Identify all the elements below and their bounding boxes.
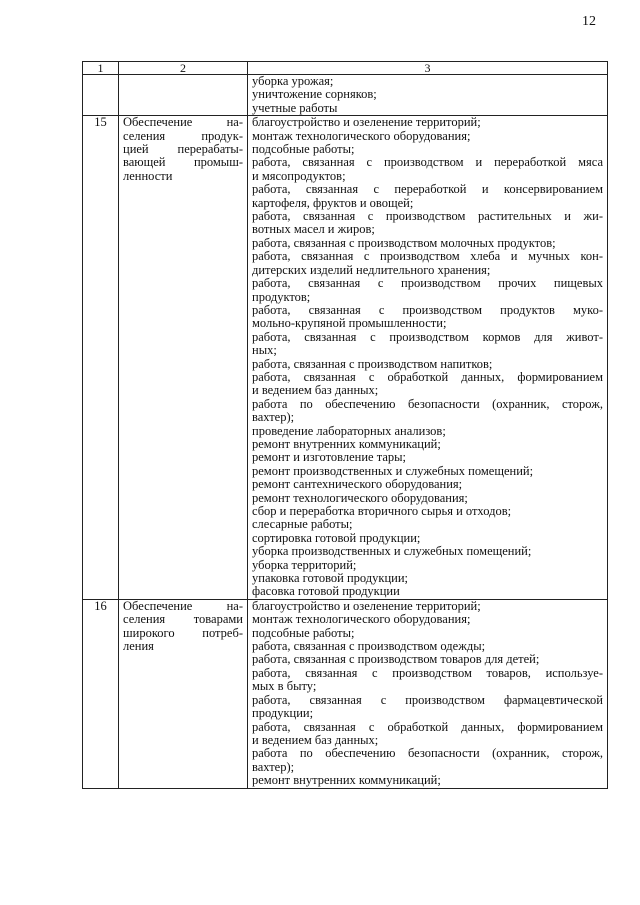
sector-name-line: ления [123,639,154,654]
work-item-line: мых в быту; [252,679,317,694]
sector-name-line: ленности [123,168,173,183]
sector-name-cell [119,75,248,116]
work-item-line: уничтожение сорняков; [252,87,377,102]
work-item-line: сортировка готовой продукции; [252,530,421,545]
work-item-line: вахтер); [252,759,295,774]
work-item-line: работа, связанная с производством растительных и жи- [252,209,603,224]
work-item-line: работа, связанная с производством фармацевтической [252,692,603,707]
sector-name-line: вающей промыш- [123,155,243,170]
work-item-line: мольно-крупяной промышленности; [252,316,447,331]
row-number-cell: 15 [83,116,119,600]
work-item-line: сбор и переработка вторичного сырья и отходов; [252,504,512,518]
work-item-line: подсобные работы; [252,142,355,157]
work-item-line: ремонт технологического оборудования; [252,490,468,505]
work-item-line: ремонт сантехнического оборудования; [252,477,463,492]
work-item-line: благоустройство и озеленение территорий; [252,598,481,613]
work-item-line: подсобные работы; [252,625,355,640]
row-number-cell: 16 [83,599,119,788]
work-item-line: работа по обеспечению безопасности (охранник, сторож, [252,746,603,761]
work-item-line: вотных масел и жиров; [252,222,375,237]
work-item-line: монтаж технологического оборудования; [252,128,471,143]
page-number: 12 [582,14,596,29]
work-item-line: проведение лабораторных анализов; [252,423,446,438]
work-item-line: вахтер); [252,410,295,425]
sector-name-line: Обеспечение на- [123,598,243,613]
work-item-line: продукции; [252,706,314,721]
sector-name-line: цией перерабаты- [123,142,243,157]
work-item-line: и мясопродуктов; [252,168,346,183]
work-item-line: картофеля, фруктов и овощей; [252,195,414,210]
work-item-line: работа, связанная с производством прочих пищевых [252,276,603,291]
work-item-line: учетные работы [252,100,338,115]
work-item-line: работа, связанная с обработкой данных, формированием [252,369,603,384]
work-item-line: работа по обеспечению безопасности (охранник, сторож, [252,396,603,411]
work-list-cell [248,116,608,600]
work-item-line: дитерских изделий недлительного хранения; [252,262,491,277]
work-item-line: слесарные работы; [252,517,353,532]
work-item-line: работа, связанная с производством напитков; [252,356,493,371]
table-row-continuation [83,75,608,116]
sector-name-cell [119,599,248,788]
work-item-line: ремонт внутренних коммуникаций; [252,773,441,788]
column-header-2: 2 [119,62,248,75]
work-item-line: благоустройство и озеленение территорий; [252,115,481,130]
work-item-line: работа, связанная с производством хлеба и мучных кон- [252,249,603,264]
sector-name-line: селения продук- [123,128,243,143]
activities-table [82,61,608,789]
work-list-cell [248,599,608,788]
work-item-line: уборка территорий; [252,557,357,572]
work-item-line: работа, связанная с производством молочных продуктов; [252,235,556,250]
work-item-line: уборка производственных и служебных помещений; [252,544,532,559]
work-item-line: ремонт и изготовление тары; [252,450,406,465]
work-item-line: упаковка готовой продукции; [252,571,409,586]
sector-name-cell [119,116,248,600]
work-item-line: работа, связанная с производством и переработкой мяса [252,155,603,170]
work-item-line: и ведением баз данных; [252,732,379,747]
work-item-line: работа, связанная с производством товаров, используе- [252,665,603,680]
work-item-line: работа, связанная с производством одежды; [252,639,486,654]
work-item-line: ремонт внутренних коммуникаций; [252,436,441,451]
work-list-cell [248,75,608,116]
work-item-line: уборка урожая; [252,74,334,88]
row-number-cell [83,75,119,116]
work-item-line: ремонт производственных и служебных помещений; [252,463,534,478]
work-item-line: и ведением баз данных; [252,383,379,398]
column-header-3: 3 [248,62,608,75]
column-header-1: 1 [83,62,119,75]
sector-name-line: Обеспечение на- [123,115,243,130]
work-item-line: работа, связанная с производством продуктов муко- [252,302,603,317]
work-item-line: продуктов; [252,289,311,304]
work-item-line: работа, связанная с производством товаров для детей; [252,652,540,667]
table-row-16 [83,599,608,788]
work-item-line: работа, связанная с переработкой и консервированием [252,182,603,197]
work-item-line: фасовка готовой продукции [252,584,400,599]
sector-name-line: широкого потреб- [123,625,243,640]
work-item-line: работа, связанная с обработкой данных, формированием [252,719,603,734]
table-header-row [83,62,608,75]
table-row-15 [83,116,608,600]
work-item-line: работа, связанная с производством кормов для живот- [252,329,603,344]
work-item-line: ных; [252,343,277,358]
sector-name-line: селения товарами [123,612,243,627]
work-item-line: монтаж технологического оборудования; [252,612,471,627]
